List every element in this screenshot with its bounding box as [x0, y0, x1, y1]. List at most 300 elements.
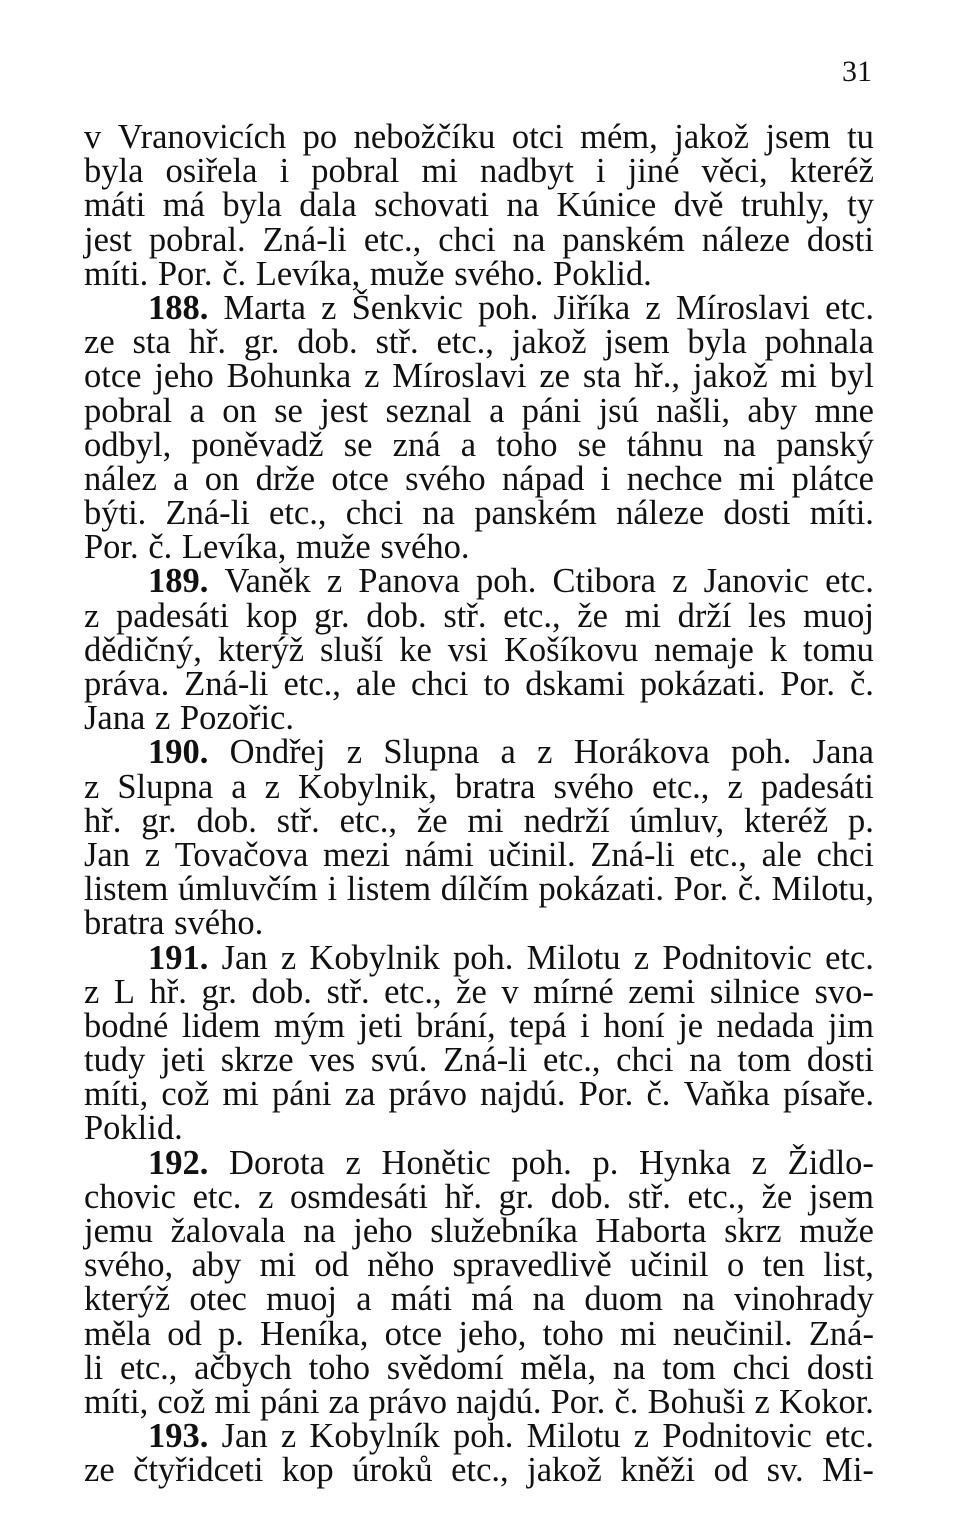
word: hř.,	[634, 357, 681, 396]
word: ze	[84, 323, 115, 362]
word: gr.	[141, 801, 177, 840]
word: padesáti	[116, 596, 230, 635]
word: že	[456, 972, 487, 1011]
word: honí	[603, 1006, 665, 1045]
word: tom	[737, 1041, 792, 1080]
word: z	[280, 938, 297, 977]
word: spravedlivě	[452, 1246, 612, 1285]
word: č.	[737, 870, 762, 909]
word: má	[162, 186, 205, 225]
word: Por.	[84, 528, 139, 567]
word: mi	[222, 1075, 259, 1114]
word: nechce	[626, 459, 723, 498]
text-line	[84, 1041, 874, 1080]
word: muže	[369, 254, 445, 293]
word: z	[645, 288, 661, 327]
word: na	[512, 220, 546, 259]
word: dskami	[525, 665, 625, 703]
word: z	[346, 733, 363, 772]
text-line	[84, 323, 874, 362]
word: úroků	[352, 1451, 433, 1490]
word: míti.	[84, 254, 149, 293]
word: i	[600, 459, 611, 498]
word: odbyl,	[84, 425, 172, 464]
word: lidem	[181, 1006, 261, 1045]
word: chci	[732, 1348, 791, 1387]
word: jemu	[84, 1212, 153, 1250]
word: chci	[816, 835, 874, 874]
word: dosti	[723, 494, 791, 533]
word: Vranovicích	[117, 118, 287, 156]
word: našli,	[656, 391, 731, 430]
word: etc.,	[339, 801, 398, 840]
word: vsi	[447, 630, 489, 669]
word: učinil	[630, 1246, 709, 1285]
word: a	[173, 459, 189, 498]
word: z	[326, 562, 343, 601]
word: od	[713, 1451, 749, 1490]
word: Mi-	[822, 1451, 874, 1490]
word: č.	[148, 528, 173, 567]
word: Míroslavi	[675, 288, 810, 327]
word: jeho	[154, 357, 214, 396]
text-line	[84, 596, 874, 635]
word: a	[356, 1280, 372, 1319]
word: neučinil.	[672, 1314, 793, 1353]
word: nebožčíku	[353, 118, 496, 156]
word: z	[364, 357, 380, 396]
word: nadbyt	[480, 152, 574, 191]
word: bratra	[454, 767, 536, 806]
word: se	[274, 391, 303, 430]
word: poh.	[477, 288, 539, 327]
entry-number: 188.	[148, 288, 209, 327]
word: mi	[421, 152, 458, 191]
word: skrz	[724, 1212, 782, 1250]
word: drže	[255, 459, 316, 498]
text-line	[84, 528, 874, 567]
text-line	[84, 1109, 874, 1148]
word: chci	[411, 665, 469, 703]
word: Por.	[673, 870, 729, 909]
word: kněži	[620, 1451, 696, 1490]
word: ačbych	[194, 1348, 292, 1387]
text-line	[84, 1314, 874, 1353]
text-line	[84, 667, 874, 701]
text-line	[84, 1214, 874, 1248]
word: k	[769, 630, 787, 669]
word: etc.,	[119, 1348, 178, 1387]
word: etc.	[825, 288, 874, 327]
word: míti.	[809, 494, 874, 533]
word: a	[460, 425, 477, 464]
word: Kokor.	[779, 1382, 874, 1421]
entry-first-line	[84, 288, 874, 327]
word: věci,	[701, 152, 768, 191]
word: svú.	[370, 1041, 428, 1080]
word: táhnu	[626, 425, 704, 464]
word: z	[280, 1417, 297, 1456]
word: truhly,	[740, 186, 830, 225]
word: hř.	[84, 801, 122, 840]
word: právo	[388, 1075, 467, 1114]
word: kterýž	[217, 630, 305, 669]
text-line	[84, 767, 874, 806]
text-line	[84, 1177, 874, 1216]
word: etc.,	[436, 323, 494, 362]
word: Poklid.	[553, 254, 652, 293]
word: zemi	[628, 972, 696, 1011]
word: dala	[299, 186, 357, 225]
word: pobral	[311, 152, 400, 191]
word: Por.	[780, 665, 835, 703]
word: i	[596, 152, 606, 191]
word: dosti	[806, 220, 874, 259]
word: z	[633, 938, 650, 977]
word: úmluv,	[629, 801, 725, 840]
word: páni	[272, 1075, 332, 1114]
word: nález	[84, 459, 157, 498]
word: chci	[438, 220, 496, 259]
word: gr.	[498, 1177, 535, 1216]
word: Panova	[358, 562, 460, 601]
word: gr.	[314, 596, 350, 635]
word: Dorota	[229, 1143, 325, 1182]
page-number: 31	[842, 55, 872, 88]
word: Bohunka	[226, 357, 352, 396]
text-line	[84, 120, 874, 154]
word: plátce	[791, 459, 874, 498]
word: listem	[84, 870, 169, 909]
word: mírné	[533, 972, 614, 1011]
word: Podnitovic	[662, 938, 812, 977]
word: tepá	[509, 1006, 567, 1045]
word: svého.	[454, 254, 544, 293]
word: jeho,	[458, 1314, 527, 1353]
word: etc.,	[384, 972, 442, 1011]
word: etc.	[825, 562, 874, 601]
word: Zná-li	[590, 835, 675, 874]
word: z	[264, 767, 280, 806]
word: býti.	[84, 494, 147, 533]
word: Jan	[84, 835, 130, 874]
word: aby	[191, 1246, 242, 1285]
word: ze	[84, 1451, 115, 1490]
word: nedada	[716, 1006, 815, 1045]
word: Podnitovic	[662, 1417, 812, 1456]
word: Horákova	[573, 733, 710, 772]
word: toho	[308, 1348, 370, 1387]
word: dosti	[806, 1348, 874, 1387]
word: žalovala	[170, 1212, 286, 1250]
word: etc.,	[503, 596, 561, 635]
word: Židlo-	[787, 1143, 874, 1182]
entry-number: 191.	[148, 938, 209, 977]
word: na	[682, 1280, 715, 1319]
word: pokázati.	[538, 870, 664, 909]
word: Por.	[157, 254, 213, 293]
text-line	[84, 391, 874, 430]
word: a	[189, 391, 205, 430]
word: p.	[848, 801, 874, 840]
word: otce	[84, 357, 142, 396]
word: svého.	[174, 904, 264, 943]
word: jest	[320, 391, 369, 430]
word: Zná-	[808, 1314, 874, 1353]
word: na	[689, 1041, 722, 1080]
word: jeho	[353, 1212, 413, 1250]
word: svého	[405, 459, 486, 498]
word: chci	[616, 1041, 674, 1080]
text-line	[84, 1075, 874, 1114]
word: etc.,	[687, 1177, 745, 1216]
word: z	[754, 1382, 770, 1421]
word: míti,	[84, 1382, 149, 1421]
word: Míroslavi	[392, 357, 527, 396]
text-line	[84, 186, 874, 225]
word: i	[279, 152, 290, 191]
word: v	[501, 972, 519, 1011]
word: Jana	[84, 699, 146, 738]
word: z	[672, 562, 688, 601]
word: schovati	[374, 186, 490, 225]
word: nedrží	[523, 801, 610, 840]
word: Bohuši	[647, 1382, 746, 1421]
word: Milotu,	[771, 870, 874, 909]
word: panském	[562, 220, 685, 259]
entry-first-line	[84, 733, 874, 772]
word: Milotu	[526, 938, 621, 977]
word: Šenkvic	[351, 288, 463, 327]
word: Levíka,	[255, 254, 361, 293]
word: bodné	[84, 1006, 169, 1045]
word: ale	[355, 665, 397, 703]
word: za	[344, 1075, 376, 1114]
word: mém,	[580, 118, 658, 156]
entry-number: 192.	[148, 1143, 209, 1182]
word: kop	[245, 596, 298, 635]
text-line	[84, 972, 874, 1011]
word: že	[577, 596, 608, 635]
word: právo	[368, 1382, 447, 1421]
word: z	[537, 733, 553, 772]
word: toho	[542, 1314, 604, 1353]
word: od	[167, 1314, 202, 1353]
word: toho	[496, 425, 558, 464]
word: na	[506, 186, 540, 225]
word: otec	[189, 1280, 247, 1319]
word: Zná-li	[184, 665, 269, 703]
text-line	[84, 220, 874, 259]
word: hř.	[188, 323, 227, 362]
word: mne	[814, 391, 874, 430]
word: jsú	[598, 391, 639, 430]
text-line	[84, 870, 874, 909]
word: Ctibora	[552, 562, 656, 601]
word: silnice	[709, 972, 800, 1011]
text-line	[84, 357, 874, 396]
word: najdú.	[480, 1075, 566, 1114]
word: jakož	[511, 323, 587, 362]
word: Heníka,	[260, 1314, 369, 1353]
word: Zná-li	[262, 220, 347, 259]
word: na	[532, 1280, 566, 1319]
word: jsem	[765, 118, 831, 156]
word: a	[231, 767, 247, 806]
word: že	[416, 801, 448, 840]
word: Haborta	[595, 1212, 707, 1250]
word: stř.	[276, 801, 320, 840]
word: nápad	[502, 459, 585, 498]
word: páni	[260, 1382, 320, 1421]
word: poh.	[452, 938, 514, 977]
word: a	[489, 391, 505, 430]
word: i	[327, 870, 338, 909]
text-line	[84, 254, 874, 293]
word: což	[157, 1382, 206, 1421]
entry-first-line	[84, 1143, 874, 1182]
word: písaře.	[782, 1075, 874, 1114]
word: z	[345, 1143, 361, 1182]
word: stř.	[326, 972, 370, 1011]
word: hř.	[149, 972, 187, 1011]
word: poh.	[476, 562, 537, 601]
word: svo-	[814, 972, 874, 1011]
word: on	[222, 391, 257, 430]
word: aby	[747, 391, 798, 430]
word: li	[84, 1348, 104, 1387]
word: v	[84, 118, 102, 156]
word: otce	[331, 459, 389, 498]
word: byla	[687, 323, 747, 362]
word: míti,	[84, 1075, 149, 1114]
entry-first-line	[84, 1417, 874, 1456]
word: Poklid.	[84, 1109, 183, 1148]
word: najdú.	[456, 1382, 542, 1421]
word: Kobylnik,	[297, 767, 437, 806]
word: dob.	[550, 1177, 612, 1216]
word: bratra	[84, 904, 165, 943]
word: sta	[582, 357, 622, 396]
word: Zná-li	[165, 494, 250, 533]
word: svého	[553, 767, 634, 806]
word: na	[303, 1212, 336, 1250]
word: dědičný,	[84, 630, 202, 669]
word: dob.	[196, 801, 257, 840]
word: učinil.	[488, 835, 576, 874]
word: to	[483, 665, 511, 703]
word: č.	[222, 254, 247, 293]
word: seznal	[385, 391, 472, 430]
word: etc.,	[451, 1451, 509, 1490]
word: dob.	[366, 596, 427, 635]
word: z	[84, 972, 100, 1011]
word: což	[161, 1075, 210, 1114]
word: etc.	[825, 1417, 874, 1456]
word: dosti	[806, 1041, 874, 1080]
word: č.	[614, 1382, 639, 1421]
word: mi	[467, 801, 504, 840]
word: tudy	[84, 1041, 146, 1080]
word: po	[302, 118, 338, 156]
word: pobral.	[148, 220, 246, 259]
word: jsem	[808, 1177, 874, 1216]
word: Por.	[550, 1382, 606, 1421]
text-line	[84, 152, 874, 191]
word: má	[471, 1280, 514, 1319]
word: dob.	[251, 972, 312, 1011]
word: poněvadž	[191, 425, 324, 464]
text-line	[84, 835, 874, 874]
word: Honětic	[381, 1143, 491, 1182]
word: p.	[218, 1314, 244, 1353]
text-line	[84, 425, 874, 464]
word: osiřela	[165, 152, 258, 191]
word: jsem	[604, 323, 670, 362]
word: chci	[345, 494, 404, 533]
word: Jan	[221, 1417, 268, 1456]
word: etc.,	[651, 767, 710, 806]
word: tomu	[802, 630, 874, 669]
word: za	[328, 1382, 360, 1421]
word: drží	[677, 596, 732, 635]
word: máti	[84, 186, 146, 225]
word: č.	[646, 1075, 671, 1114]
word: že	[761, 1177, 793, 1216]
page-body-text	[84, 120, 874, 1488]
word: Jan	[221, 938, 268, 977]
word: Kobylník	[309, 1417, 440, 1456]
entry-number: 193.	[148, 1417, 209, 1456]
word: osmdesáti	[290, 1177, 428, 1216]
word: muže	[296, 528, 371, 567]
text-line	[84, 1246, 874, 1285]
word: Tovačova	[174, 835, 309, 874]
word: a	[500, 733, 516, 772]
word: mým	[274, 1006, 345, 1045]
word: na	[723, 425, 756, 464]
word: námi	[404, 835, 474, 874]
word: jeti	[161, 1041, 206, 1080]
text-line	[84, 630, 874, 669]
word: muoj	[266, 1280, 337, 1319]
word: jeti	[358, 1006, 403, 1045]
word: jakož	[692, 357, 768, 396]
word: on	[204, 459, 240, 498]
word: Jiříka	[553, 288, 631, 327]
word: mi	[620, 1314, 657, 1353]
word: gr.	[243, 323, 280, 362]
word: p.	[592, 1143, 619, 1182]
word: tu	[847, 118, 874, 156]
word: pohnala	[764, 323, 874, 362]
text-line	[84, 1382, 874, 1421]
word: Ondřej	[229, 733, 326, 772]
word: zná	[392, 425, 441, 464]
word: dvě	[673, 186, 724, 225]
word: jim	[827, 1006, 874, 1045]
word: z	[727, 767, 743, 806]
word: páni	[521, 391, 582, 430]
word: služebníka	[430, 1212, 578, 1250]
word: panský	[776, 425, 874, 464]
word: nemaje	[654, 630, 754, 669]
word: ke	[399, 630, 432, 669]
word: chovic	[84, 1177, 176, 1216]
word: na	[422, 494, 455, 533]
word: něho	[367, 1246, 435, 1285]
word: Pozořic.	[179, 699, 294, 738]
